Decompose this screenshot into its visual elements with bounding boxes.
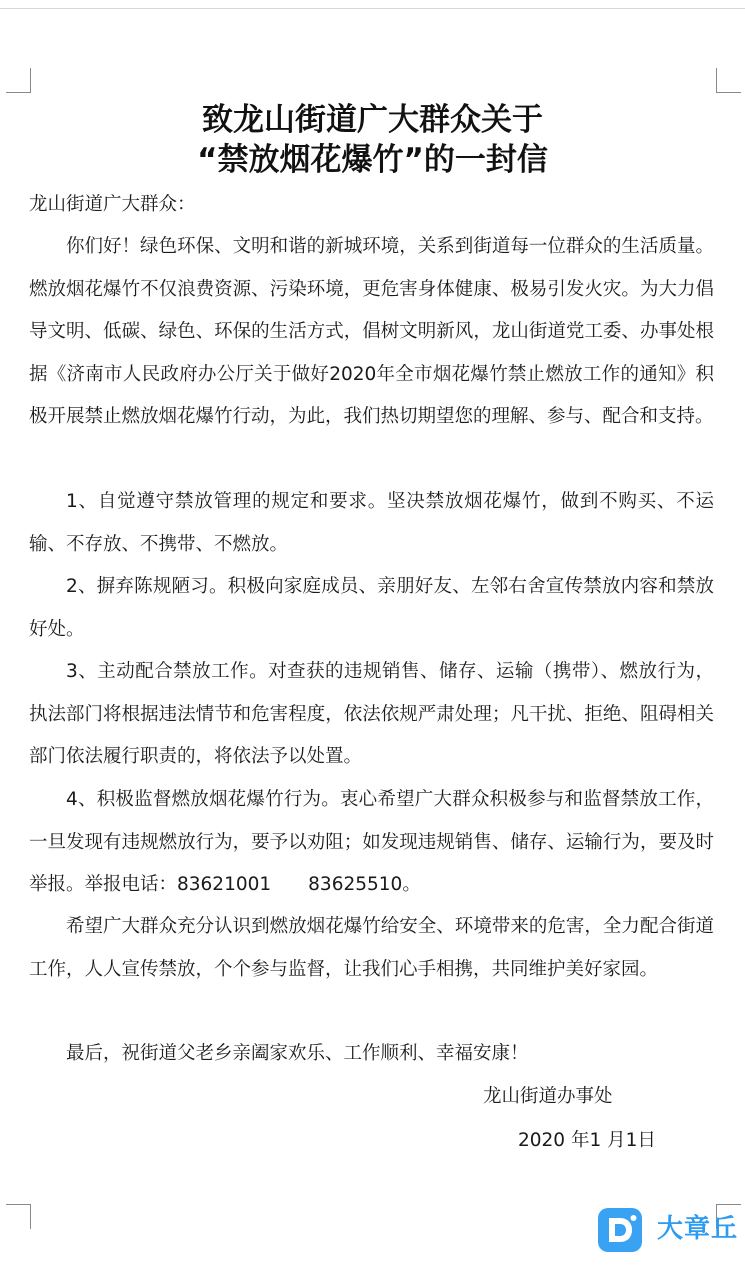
paragraph-appeal: 希望广大群众充分认识到燃放烟花爆竹给安全、环境带来的危害，全力配合街道工作，人人宣传禁放，个个参与监督，让我们心手相携，共同维护美好家园。 [29, 916, 714, 980]
margin-corner-mark-bottom-left [6, 1204, 31, 1229]
margin-corner-mark-top-left [6, 68, 31, 93]
signature-date: 2020 年1 月1日 [518, 1130, 656, 1151]
paragraph-point-3: 3、主动配合禁放工作。对查获的违规销售、储存、运输（携带）、燃放行为，执法部门将根据违法情节和危害程度，依法依规严肃处理；凡干扰、拒绝、阻碍相关部门依法履行职责的，将依法予以处置。 [29, 661, 714, 767]
watermark-logo [597, 1205, 745, 1257]
paragraph-point-4: 4、积极监督燃放烟花爆竹行为。衷心希望广大群众积极参与和监督禁放工作，一旦发现有违规燃放行为，要予以劝阻；如发现违规销售、储存、运输行为，要及时举报。举报电话：83621001 83625510。 [29, 789, 714, 895]
paragraph-intro: 你们好！绿色环保、文明和谐的新城环境，关系到街道每一位群众的生活质量。燃放烟花爆竹不仅浪费资源、污染环境，更危害身体健康、极易引发火灾。为大力倡导文明、低碳、绿色、环保的生活方式，倡树文明新风，龙山街道党工委、办事处根据《济南市人民政府办公厅关于做好2020年全市烟花爆竹禁止燃放工作的通知》积极开展禁止燃放烟花爆竹行动，为此，我们热切期望您的理解、参与、配合和支持。 [29, 236, 714, 427]
margin-corner-mark-top-right [716, 68, 741, 93]
page-top-edge [0, 8, 745, 9]
paragraph-closing: 最后，祝街道父老乡亲阖家欢乐、工作顺利、幸福安康！ [66, 1043, 529, 1064]
paragraph-point-1: 1、自觉遵守禁放管理的规定和要求。坚决禁放烟花爆竹，做到不购买、不运输、不存放、不携带、不燃放。 [29, 491, 714, 555]
watermark-text: 大章丘 [657, 1214, 739, 1244]
letter-title-line-2: “禁放烟花爆竹”的一封信 [197, 142, 548, 178]
signature-organization: 龙山街道办事处 [483, 1086, 613, 1107]
paragraph-point-2: 2、摒弃陈规陋习。积极向家庭成员、亲朋好友、左邻右舍宣传禁放内容和禁放好处。 [29, 576, 714, 640]
letter-title-line-1: 致龙山街道广大群众关于 [202, 102, 543, 138]
salutation: 龙山街道广大群众： [29, 194, 196, 215]
dazhong-d-logo-icon [597, 1207, 643, 1253]
